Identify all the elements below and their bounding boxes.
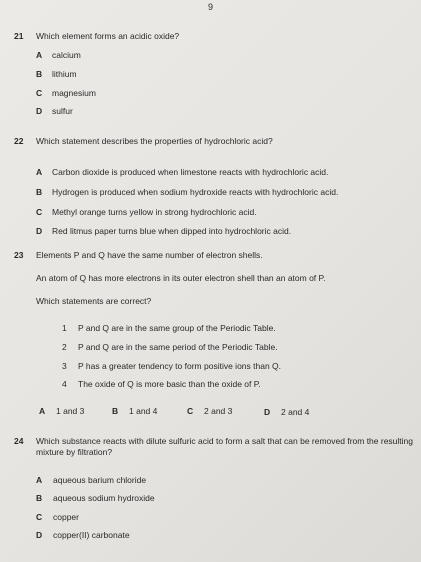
- question-21-option-letter: B: [36, 69, 43, 79]
- question-21-option-letter: C: [36, 88, 43, 98]
- question-23-option-letter: A: [39, 406, 46, 416]
- question-23-option-letter: D: [264, 407, 271, 417]
- question-23-stem: Elements P and Q have the same number of electron shells.: [36, 250, 263, 260]
- question-22-stem: Which statement describes the properties of hydrochloric acid?: [36, 136, 273, 146]
- question-24-option-letter: C: [36, 512, 43, 522]
- question-23-number: 23: [14, 250, 24, 260]
- question-23-option-letter: B: [112, 406, 119, 416]
- statement-number: 4: [62, 379, 67, 389]
- question-23-line3: Which statements are correct?: [36, 296, 152, 306]
- question-21-option-text: magnesium: [52, 88, 96, 98]
- question-21-number: 21: [14, 31, 24, 41]
- question-22-number: 22: [14, 136, 24, 146]
- question-24-option-text: copper(II) carbonate: [53, 530, 130, 540]
- statement-number: 2: [62, 342, 67, 352]
- question-21-option-text: lithium: [52, 69, 77, 79]
- question-21-option-letter: A: [36, 50, 43, 60]
- question-24-option-text: aqueous barium chloride: [53, 475, 147, 485]
- question-24-option-letter: B: [36, 493, 43, 503]
- question-23-option-text: 2 and 3: [204, 406, 233, 416]
- question-22-option-letter: B: [36, 187, 43, 197]
- statement-text: P and Q are in the same period of the Periodic Table.: [78, 342, 278, 352]
- question-23-line2: An atom of Q has more electrons in its outer electron shell than an atom of P.: [36, 273, 326, 283]
- page-number: 9: [207, 2, 213, 12]
- question-23-option-letter: C: [187, 406, 194, 416]
- statement-text: P and Q are in the same group of the Periodic Table.: [78, 323, 276, 333]
- question-24-option-text: aqueous sodium hydroxide: [53, 493, 155, 503]
- statement-number: 1: [62, 323, 67, 333]
- question-24-stem: Which substance reacts with dilute sulfuric acid to form a salt that can be removed from the resulting mixture by filtration?: [36, 436, 414, 457]
- question-24-number: 24: [14, 436, 24, 446]
- question-22-option-text: Carbon dioxide is produced when limestone reacts with hydrochloric acid.: [52, 167, 329, 177]
- question-21-stem: Which element forms an acidic oxide?: [36, 31, 180, 41]
- statement-text: The oxide of Q is more basic than the oxide of P.: [78, 379, 261, 389]
- question-22-option-letter: A: [36, 167, 43, 177]
- question-22-option-text: Red litmus paper turns blue when dipped into hydrochloric acid.: [52, 226, 292, 236]
- question-21-option-text: calcium: [52, 50, 81, 60]
- question-22-option-letter: D: [36, 226, 43, 236]
- question-22-option-text: Hydrogen is produced when sodium hydroxide reacts with hydrochloric acid.: [52, 187, 339, 197]
- question-24-option-text: copper: [53, 512, 79, 522]
- statement-text: P has a greater tendency to form positive ions than Q.: [78, 361, 282, 371]
- question-23-option-text: 2 and 4: [281, 407, 310, 417]
- question-21-option-letter: D: [36, 106, 43, 116]
- question-22-option-letter: C: [36, 207, 43, 217]
- question-24-option-letter: A: [36, 475, 43, 485]
- question-22-option-text: Methyl orange turns yellow in strong hydrochloric acid.: [52, 207, 257, 217]
- question-23-option-text: 1 and 4: [129, 406, 158, 416]
- question-24-option-letter: D: [36, 530, 43, 540]
- question-23-option-text: 1 and 3: [56, 406, 85, 416]
- question-21-option-text: sulfur: [52, 106, 73, 116]
- statement-number: 3: [62, 361, 67, 371]
